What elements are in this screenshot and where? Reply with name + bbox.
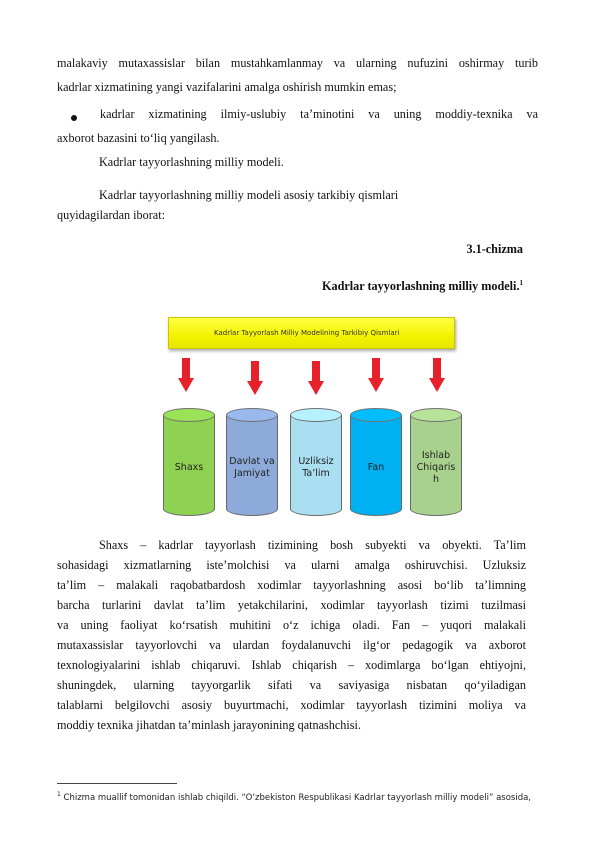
diagram-banner bbox=[168, 317, 455, 349]
component-cylinder bbox=[226, 408, 278, 516]
component-label-line: Davlat va bbox=[229, 456, 275, 467]
component-label bbox=[226, 456, 278, 480]
paragraph-line: malakaviy mutaxassislar bilan mustahkamlanmay va ularning nufuzini oshirmay turib bbox=[57, 56, 538, 70]
body-line: va uning faoliyat ko‘rsatish muhitini o‘z ichiga oladi. Fan – yuqori malakali bbox=[57, 618, 526, 632]
components-line: Kadrlar tayyorlashning milliy modeli asosiy tarkibiy qismlari bbox=[99, 188, 399, 202]
model-line: Kadrlar tayyorlashning milliy modeli. bbox=[99, 155, 284, 169]
component-cylinder bbox=[163, 408, 215, 516]
component-label-line: Ta’lim bbox=[302, 468, 330, 479]
component-cylinder bbox=[350, 408, 402, 516]
body-line: talablarni belgilovchi asosiy buyurtmachi, xodimlar tayyorlash tizimini moliya va bbox=[57, 698, 526, 712]
body-line: Shaxs – kadrlar tayyorlash tizimining bosh subyekti va obyekti. Ta’lim bbox=[99, 538, 526, 552]
body-line: ta’lim – malakali raqobatbardosh xodimlar tayyorlashning asosi bo‘lib ta’limning bbox=[57, 578, 526, 592]
bullet-line: kadrlar xizmatining ilmiy-uslubiy ta’minotini va uning moddiy-texnika va bbox=[100, 107, 538, 121]
component-label-line: Shaxs bbox=[174, 462, 204, 473]
component-cylinder bbox=[410, 408, 462, 516]
bullet-icon bbox=[71, 115, 77, 121]
figure-title-text: Kadrlar tayyorlashning milliy modeli. bbox=[322, 279, 520, 294]
component-label-line: Ishlab bbox=[421, 450, 451, 461]
body-line: mutaxassislar tayyorlovchi va ulardan foydalanuvchi ilg‘or pedagogik va axborot bbox=[57, 638, 526, 652]
down-arrow-icon bbox=[310, 361, 322, 397]
down-arrow-icon bbox=[249, 361, 261, 397]
down-arrow-icon bbox=[431, 358, 443, 394]
component-label-line: h bbox=[432, 474, 440, 485]
component-label bbox=[350, 462, 402, 474]
component-label-line: Uzliksiz bbox=[298, 456, 334, 467]
component-label bbox=[290, 456, 342, 480]
body-line: texnologiyalarini ishlab chiqaruvi. Ishlab chiqarish – xodimlarga bo‘lgan ehtiyojni, bbox=[57, 658, 526, 672]
footnote-text: Chizma muallif tomonidan ishlab chiqildi. “O‘zbekiston Respublikasi Kadrlar tayyorlash milliy modeli” asosida, bbox=[63, 792, 531, 803]
components-line: quyidagilardan iborat: bbox=[57, 208, 165, 222]
figure-number: 3.1-chizma bbox=[466, 242, 523, 256]
component-label-line: Jamiyat bbox=[234, 468, 270, 479]
down-arrow-icon bbox=[370, 358, 382, 394]
body-line: sohasidagi xizmatlarning iste’molchisi va ularni amalga oshiruvchisi. Uzluksiz bbox=[57, 558, 526, 572]
figure-title bbox=[322, 275, 523, 294]
footnote bbox=[57, 789, 537, 804]
body-line: barcha turlarini davlat ta’lim yetakchilarini, xodimlar tayyorlash tizimi tuzilmasi bbox=[57, 598, 526, 612]
bullet-line: axborot bazasini to‘liq yangilash. bbox=[57, 131, 220, 145]
component-label bbox=[410, 450, 462, 486]
body-line: shuningdek, ularning tayyorgarlik sifati va saviyasiga nisbatan qo‘yiladigan bbox=[57, 678, 526, 692]
component-cylinder bbox=[290, 408, 342, 516]
component-label-line: Chiqaris bbox=[416, 462, 456, 473]
banner-text: Kadrlar Tayyorlash Milliy Modelining Tarkibiy Qismlari bbox=[214, 329, 400, 337]
component-label bbox=[163, 462, 215, 474]
paragraph-line: kadrlar xizmatining yangi vazifalarini amalga oshirish mumkin emas; bbox=[57, 80, 397, 94]
body-line: moddiy texnika jihatdan ta’minlash jarayonining qatnashchisi. bbox=[57, 718, 361, 732]
footnote-ref: 1 bbox=[519, 279, 523, 287]
down-arrow-icon bbox=[180, 358, 192, 394]
footnote-divider bbox=[57, 783, 177, 784]
footnote-marker: 1 bbox=[57, 791, 61, 798]
component-label-line: Fan bbox=[367, 462, 385, 473]
